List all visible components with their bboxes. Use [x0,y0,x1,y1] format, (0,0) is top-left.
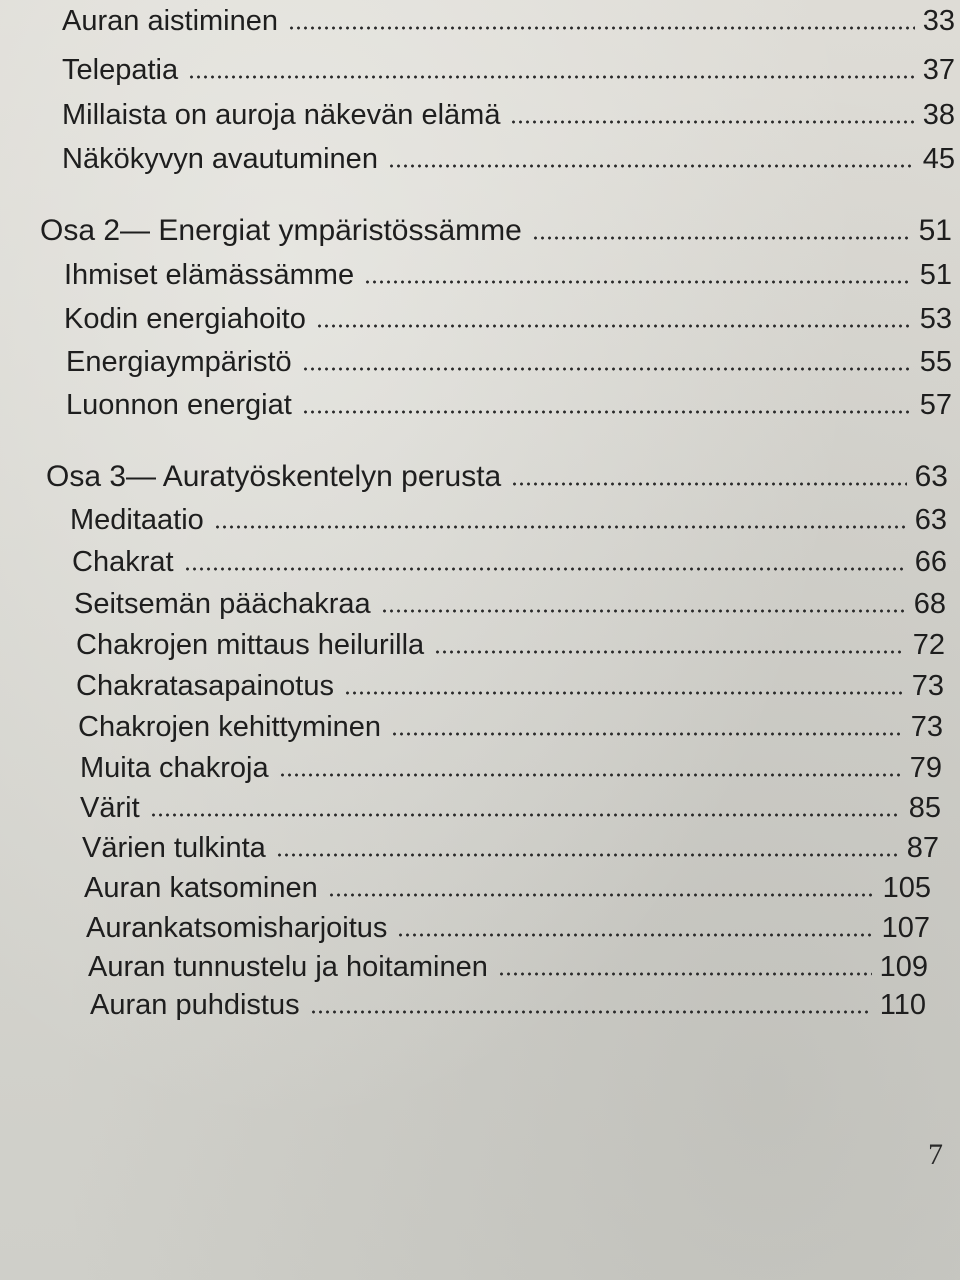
toc-entry [74,585,946,623]
toc-entry [90,986,926,1024]
toc-entry-page: 51 [919,259,952,291]
leader-dots [391,732,903,736]
leader-dots [288,26,915,30]
leader-dots [302,367,912,371]
toc-entry-label: Värien tulkinta [82,832,266,864]
leader-dots [397,933,873,937]
toc-entry [66,343,952,381]
leader-dots [532,236,911,240]
toc-entry-page: 33 [922,5,955,37]
toc-entry [78,708,943,746]
toc-entry [84,869,931,907]
toc-entry-page: 73 [911,670,944,702]
toc-entry-page: 68 [913,588,946,620]
leader-dots [310,1010,872,1014]
toc-entry-label: Auran puhdistus [90,989,300,1021]
leader-dots [511,482,906,486]
leader-dots [328,893,875,897]
toc-entry [80,749,942,787]
toc-entry [62,2,955,40]
page-number: 7 [928,1138,943,1171]
toc-entry-label: Millaista on auroja näkevän elämä [62,99,501,131]
toc-part-heading [46,458,948,496]
toc-entry-page: 55 [919,346,952,378]
toc-entry-page: 37 [922,54,955,86]
toc-entry-label: Telepatia [62,54,179,86]
toc-entry-label: Näkökyvyn avautuminen [62,143,378,175]
toc-entry-label: Ihmiset elämässämme [64,259,355,291]
leader-dots [510,120,914,124]
toc-entry-label: Chakratasapainotus [76,670,334,702]
leader-dots [434,650,905,654]
toc-entry [64,300,952,338]
toc-heading-label: Osa 2— Energiat ympäristössämme [40,214,522,247]
toc-entry [66,386,952,424]
toc-entry-label: Seitsemän päächakraa [74,588,371,620]
toc-entry [80,789,941,827]
leader-dots [276,853,899,857]
toc-entry-page: 105 [882,872,931,904]
toc-entry-page: 107 [881,912,930,944]
toc-entry [86,909,930,947]
leader-dots [498,972,872,976]
toc-entry [72,543,947,581]
toc-entry-page: 57 [919,389,952,421]
leader-dots [150,813,901,817]
toc-entry-page: 72 [912,629,945,661]
leader-dots [344,691,904,695]
leader-dots [302,410,912,414]
toc-entry-page: 45 [922,143,955,175]
toc-entry-label: Energiaympäristö [66,346,292,378]
toc-entry [76,626,945,664]
leader-dots [184,567,907,571]
toc-entry [62,96,955,134]
toc-entry-page: 63 [914,504,947,536]
leader-dots [188,75,915,79]
toc-entry-label: Muita chakroja [80,752,269,784]
toc-part-heading [40,212,952,250]
toc-entry-label: Aurankatsomisharjoitus [86,912,388,944]
toc-entry [88,948,928,986]
leader-dots [214,525,907,529]
toc-entry-page: 66 [914,546,947,578]
toc-entry-page: 109 [879,951,928,983]
toc-heading-label: Osa 3— Auratyöskentelyn perusta [46,460,502,493]
toc-heading-page: 63 [914,460,948,493]
toc-entry-label: Luonnon energiat [66,389,292,421]
toc-entry-page: 110 [879,989,926,1021]
leader-dots [364,280,912,284]
leader-dots [279,773,902,777]
toc-entry-page: 38 [922,99,955,131]
toc-entry-page: 79 [909,752,942,784]
toc-entry-label: Kodin energiahoito [64,303,306,335]
toc-entry-page: 73 [910,711,943,743]
toc-entry [82,829,939,867]
toc-entry-label: Meditaatio [70,504,204,536]
toc-heading-page: 51 [918,214,952,247]
toc-entry-label: Chakrat [72,546,174,578]
toc-entry-label: Chakrojen kehittyminen [78,711,382,743]
toc-entry-page: 85 [908,792,941,824]
toc-entry-label: Auran katsominen [84,872,318,904]
toc-entry [76,667,944,705]
toc-entry [64,256,952,294]
toc-entry-label: Chakrojen mittaus heilurilla [76,629,425,661]
toc-entry [62,51,955,89]
toc-entry-page: 53 [919,303,952,335]
toc-entry-label: Auran tunnustelu ja hoitaminen [88,951,488,983]
toc-entry [62,140,955,178]
leader-dots [316,324,912,328]
leader-dots [388,164,915,168]
toc-entry-page: 87 [906,832,939,864]
leader-dots [381,609,906,613]
toc-entry [70,501,947,539]
toc-entry-label: Auran aistiminen [62,5,278,37]
toc-entry-label: Värit [80,792,140,824]
